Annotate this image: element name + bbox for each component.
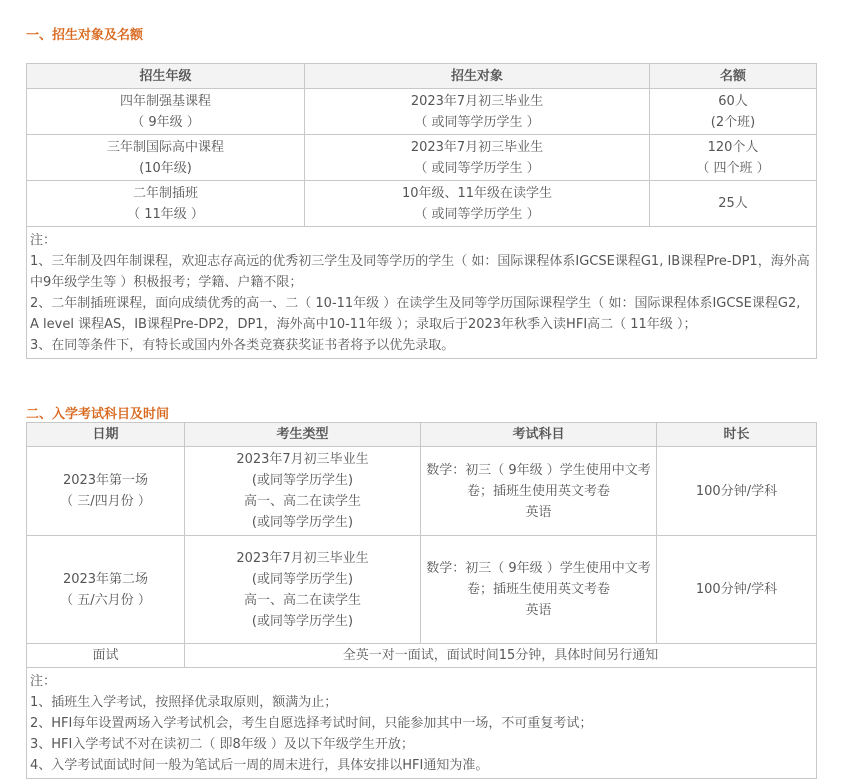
interview-row [27,644,817,668]
enrollment-table [26,63,817,359]
quota-cell: 60人 (2个班) [650,89,817,135]
target-cell: 2023年7月初三毕业生 （ 或同等学历学生 ） [305,89,650,135]
table-row [27,135,817,181]
duration-cell: 100分钟/学科 [657,536,817,644]
grade-cell: 二年制插班 （ 11年级 ） [27,181,305,227]
grade-cell: 三年制国际高中课程 (10年级) [27,135,305,181]
table-row [27,89,817,135]
date-cell: 2023年第一场 （ 三/四月份 ） [27,447,185,536]
target-cell: 10年级、11年级在读学生 （ 或同等学历学生 ） [305,181,650,227]
header-grade: 招生年级 [27,64,305,89]
quota-cell: 120个人 （ 四个班 ） [650,135,817,181]
header-duration: 时长 [657,423,817,447]
table-row [27,181,817,227]
header-date: 日期 [27,423,185,447]
note-line: 1、插班生入学考试，按照择优录取原则，额满为止； [30,695,338,710]
type-cell: 2023年7月初三毕业生 (或同等学历学生) 高一、高二在读学生 (或同等学历学生) [185,447,421,536]
header-type: 考生类型 [185,423,421,447]
note-line: 1、三年制及四年制课程，欢迎志存高远的优秀初三学生及同等学历的学生（ 如：国际课程体系IGCSE课程G1, IB课程Pre-DP1，海外高中9年级学生等 ）积极报考；学籍、户籍不限； [30,254,810,290]
table-row [27,447,817,536]
table-row [27,536,817,644]
note-line: 4、入学考试面试时间一般为笔试后一周的周末进行，具体安排以HFI通知为准。 [30,758,489,773]
note-line: 注： [30,233,57,248]
header-target: 招生对象 [305,64,650,89]
section-heading-enrollment: 一、招生对象及名额 [26,28,144,43]
subject-cell: 数学：初三（ 9年级 ）学生使用中文考卷；插班生使用英文考卷 英语 [421,536,657,644]
interview-text: 全英一对一面试，面试时间15分钟，具体时间另行通知 [185,644,817,668]
section-heading-exam: 二、入学考试科目及时间 [26,407,170,422]
interview-label: 面试 [27,644,185,668]
exam-table [26,422,817,779]
header-quota: 名额 [650,64,817,89]
grade-cell: 四年制强基课程 （ 9年级 ） [27,89,305,135]
date-cell: 2023年第二场 （ 五/六月份 ） [27,536,185,644]
note-line: 注： [30,674,57,689]
header-subject: 考试科目 [421,423,657,447]
note-line: 3、HFI入学考试不对在读初二（ 即8年级 ）及以下年级学生开放； [30,737,414,752]
subject-cell: 数学：初三（ 9年级 ）学生使用中文考卷；插班生使用英文考卷 英语 [421,447,657,536]
exam-notes [27,668,817,779]
target-cell: 2023年7月初三毕业生 （ 或同等学历学生 ） [305,135,650,181]
note-line: 2、HFI每年设置两场入学考试机会，考生自愿选择考试时间，只能参加其中一场，不可重复考试； [30,716,593,731]
type-cell: 2023年7月初三毕业生 (或同等学历学生) 高一、高二在读学生 (或同等学历学生) [185,536,421,644]
quota-cell: 25人 [650,181,817,227]
note-line: 3、在同等条件下，有特长或国内外各类竞赛获奖证书者将予以优先录取。 [30,338,455,353]
enrollment-notes [27,227,817,359]
duration-cell: 100分钟/学科 [657,447,817,536]
note-line: 2、二年制插班课程，面向成绩优秀的高一、二（ 10-11年级 ）在读学生及同等学历国际课程学生（ 如：国际课程体系IGCSE课程G2, A level 课程AS，IB课程Pre-DP2，DP1，海外高中10-11年级 ）；录取后于2023年秋季入读HFI高二（ 11年级 ）； [30,296,801,332]
